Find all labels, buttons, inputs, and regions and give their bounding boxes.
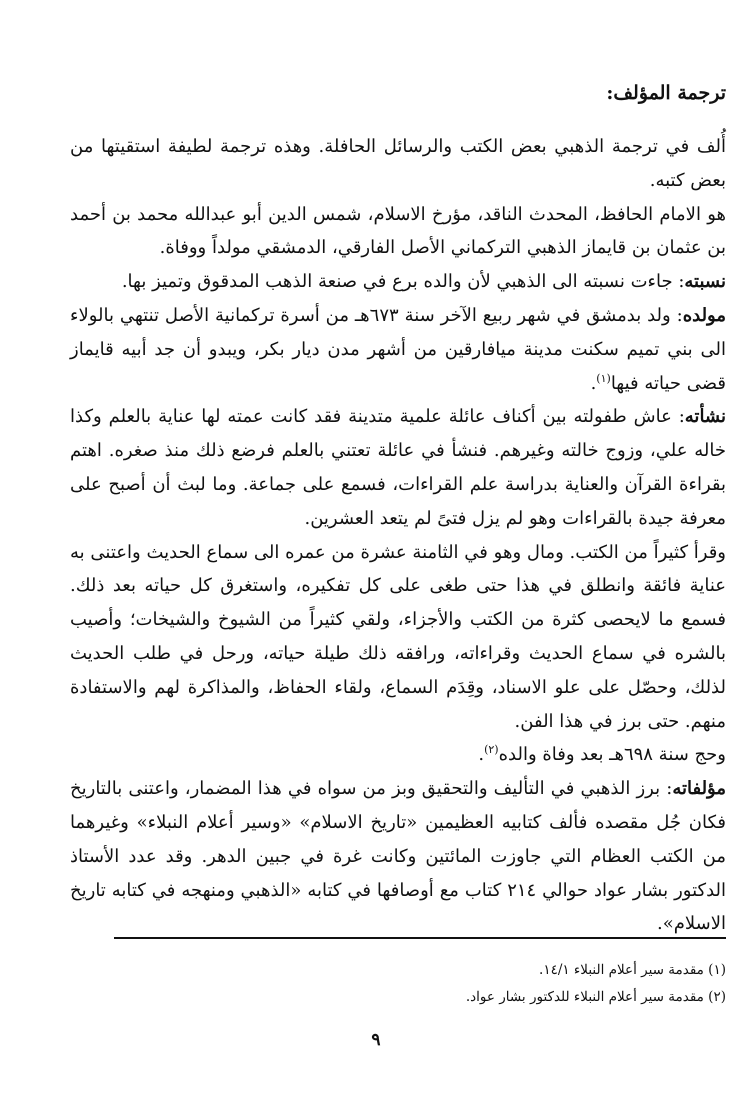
footnote-divider [114, 937, 726, 939]
paragraph-nisba [70, 265, 726, 299]
paragraph-hadith: وقرأ كثيراً من الكتب. ومال وهو في الثامنة عشرة من عمره الى سماع الحديث واعتنى به عناية فائقة وانطلق في هذا حتى طغى على كل تفكيره، واستغرق كل حياته بعد ذلك. فسمع ما لايحصى كثرة من الكتب والأجزاء، ولقي كثيراً من الشيوخ والشيخات؛ وأصيب بالشره في سماع الحديث وقراءاته، ورافقه ذلك طيلة حياته، ورحل في طلب الحديث لذلك، وحصّل على علو الاسناد، وقِدَم السماع، ولقاء الحفاظ، والمذاكرة لهم والاستفادة منهم. حتى برز في هذا الفن. [70, 541, 726, 732]
hajj-text: وحج سنة ٦٩٨هـ بعد وفاة والده [498, 744, 726, 766]
footnotes [466, 957, 726, 1011]
upbringing-text: : عاش طفولته بين أكناف عائلة علمية متدينة فقد كانت عمته لها عناية بالعلم وكذا خاله علي، وزوج خالته وغيرهم. فنشأ في عائلة تعتني بالعلم فرضع ذلك منذ صغره. اهتم بقراءة القرآن والعناية بدراسة علم القراءات، فسمع على جماعة. وما لبث أن أصبح على معرفة جيدة بالقراءات وهو لم يزل فتىً لم يتعد العشرين. [70, 406, 726, 529]
page-number: ٩ [371, 1030, 381, 1050]
section-heading: ترجمة المؤلف: [606, 82, 726, 104]
nisba-label: نسبته [684, 271, 726, 293]
nisba-text: : جاءت نسبته الى الذهبي لأن والده برع في صنعة الذهب المدقوق وتميز بها. [121, 271, 685, 293]
paragraph-birth [70, 299, 726, 400]
upbringing-label: نشأته [684, 406, 726, 428]
birth-label: مولده [682, 304, 726, 326]
paragraph-upbringing [70, 400, 726, 535]
birth-text: : ولد بدمشق في شهر ربيع الآخر سنة ٦٧٣هـ من أسرة تركمانية الأصل تنتهي بالولاء الى بني تميم سكنت مدينة ميافارقين من أشهر مدن ديار بكر، ويبدو أن جد أبيه قايماز قضى حياته فيها [70, 304, 726, 394]
birth-end: . [590, 372, 597, 394]
works-text: : برز الذهبي في التأليف والتحقيق وبز من سواه في هذا المضمار، واعتنى بالتاريخ فكان جُل مقصده فألف كتابيه العظيمين «تاريخ الاسلام» «وسير أعلام النبلاء» وغيرهما من الكتب العظام التي جاوزت المائتين وكانت غرة في جبين الدهر. وقد عدد الأستاذ الدكتور بشار عواد حوالي ٢١٤ كتاب مع أوصافها في كتابه «الذهبي ومنهجه في كتابه تاريخ الاسلام». [70, 778, 727, 935]
hajj-end: . [478, 744, 485, 766]
paragraph-name: هو الامام الحافظ، المحدث الناقد، مؤرخ الاسلام، شمس الدين أبو عبدالله محمد بن أحمد بن عثمان بن قايماز الذهبي التركماني الأصل الفارقي، الدمشقي مولداً ووفاة. [70, 203, 726, 259]
works-label: مؤلفاته [672, 778, 726, 800]
paragraph-hajj [70, 738, 726, 772]
paragraph-works [70, 772, 726, 941]
footnote-ref-1[interactable]: (١) [596, 371, 611, 385]
footnote-2: (٢) مقدمة سير أعلام النبلاء للدكتور بشار عواد. [465, 989, 726, 1005]
paragraph-intro: أُلف في ترجمة الذهبي بعض الكتب والرسائل الحافلة. وهذه ترجمة لطيفة استقيتها من بعض كتبه. [70, 136, 726, 191]
main-text [70, 130, 726, 941]
footnote-ref-2[interactable]: (٢) [484, 743, 499, 757]
footnote-1: (١) مقدمة سير أعلام النبلاء ١٤/١. [539, 962, 726, 978]
